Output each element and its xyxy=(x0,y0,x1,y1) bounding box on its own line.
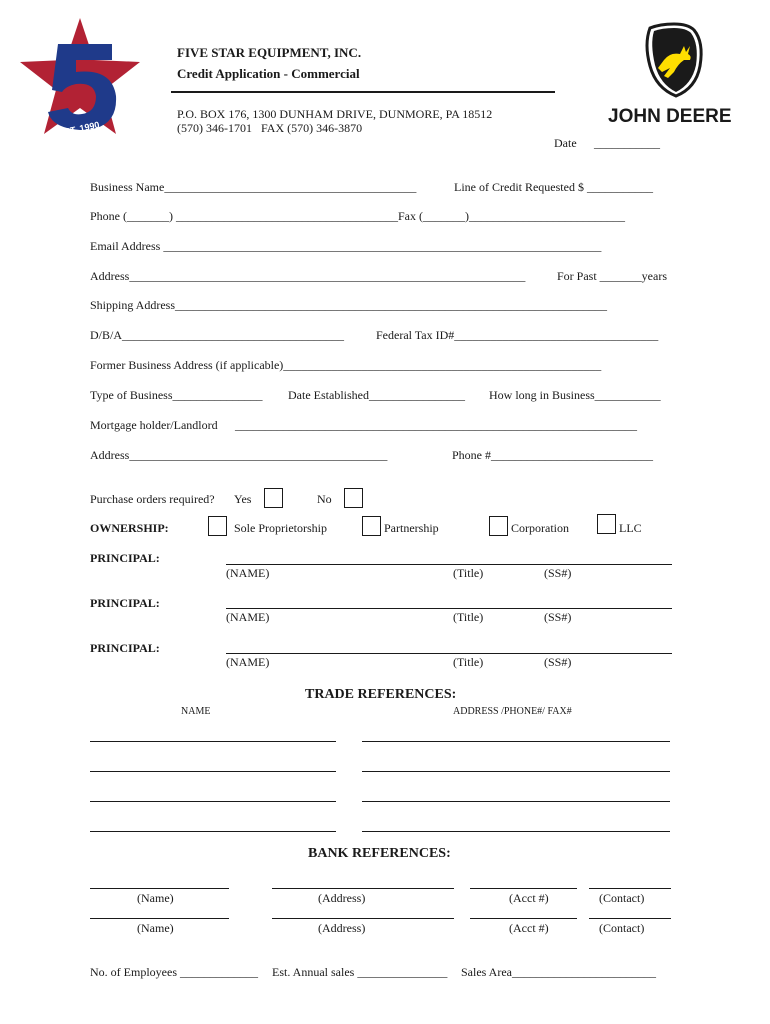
bank-address-caption-1: (Address) xyxy=(318,891,366,905)
sole-proprietorship-checkbox[interactable] xyxy=(208,516,227,536)
for-past-years-field[interactable]: For Past _______years xyxy=(557,269,667,283)
principal-title-caption-2: (Title) xyxy=(453,610,484,624)
sales-area-field[interactable]: Sales Area________________________ xyxy=(461,965,656,979)
employees-field[interactable]: No. of Employees _____________ xyxy=(90,965,258,979)
bank-references-heading-text: BANK REFERENCES: xyxy=(308,846,451,861)
form-title: Credit Application - Commercial xyxy=(177,66,360,81)
principal-name-caption-3: (NAME) xyxy=(226,655,270,669)
john-deere-logo xyxy=(604,22,754,132)
how-long-field[interactable]: How long in Business___________ xyxy=(489,388,661,402)
principal-line-3[interactable] xyxy=(226,653,672,654)
bank-contact-caption-2: (Contact) xyxy=(599,921,645,935)
principal-title-caption-1: (Title) xyxy=(453,566,484,580)
bank-name-line-2[interactable] xyxy=(90,918,229,919)
phone-fax-field[interactable]: Phone (_______) _____________________________________Fax (_______)__________________________ xyxy=(90,209,625,223)
bank-contact-line-1[interactable] xyxy=(589,888,671,889)
trade-address-line-2[interactable] xyxy=(362,771,670,772)
principal-label-2: PRINCIPAL: xyxy=(90,596,160,610)
llc-checkbox[interactable] xyxy=(597,514,616,534)
landlord-address-field[interactable]: Address___________________________________________ xyxy=(90,448,388,462)
corporation-checkbox[interactable] xyxy=(489,516,508,536)
bank-contact-caption-1: (Contact) xyxy=(599,891,645,905)
bank-address-caption-2: (Address) xyxy=(318,921,366,935)
principal-label-3: PRINCIPAL: xyxy=(90,641,160,655)
logo-est-text: EST. 1990 xyxy=(57,119,101,139)
trade-address-line-3[interactable] xyxy=(362,801,670,802)
sole-proprietorship-label: Sole Proprietorship xyxy=(234,521,327,535)
five-star-logo xyxy=(18,16,142,140)
partnership-checkbox[interactable] xyxy=(362,516,381,536)
bank-acct-line-2[interactable] xyxy=(470,918,577,919)
yes-label: Yes xyxy=(234,492,252,506)
bank-name-caption-2: (Name) xyxy=(137,921,174,935)
principal-ss-caption-3: (SS#) xyxy=(544,655,572,669)
principal-line-1[interactable] xyxy=(226,564,672,565)
shipping-address-field[interactable]: Shipping Address________________________________________________________________________ xyxy=(90,298,608,312)
business-name-field[interactable]: Business Name__________________________________________ xyxy=(90,180,417,194)
ownership-label: OWNERSHIP: xyxy=(90,521,169,535)
federal-tax-id-field[interactable]: Federal Tax ID#__________________________________ xyxy=(376,328,659,342)
trade-address-column: ADDRESS /PHONE#/ FAX# xyxy=(453,706,572,717)
principal-line-2[interactable] xyxy=(226,608,672,609)
company-address: P.O. BOX 176, 1300 DUNHAM DRIVE, DUNMORE, PA 18512 xyxy=(177,107,493,121)
principal-name-caption-1: (NAME) xyxy=(226,566,270,580)
email-field[interactable]: Email Address _________________________________________________________________________ xyxy=(90,239,602,253)
former-address-field[interactable]: Former Business Address (if applicable)_____________________________________________________ xyxy=(90,358,602,372)
date-label: Date xyxy=(554,136,577,150)
no-label: No xyxy=(317,492,332,506)
bank-address-line-1[interactable] xyxy=(272,888,454,889)
bank-acct-caption-2: (Acct #) xyxy=(509,921,549,935)
landlord-phone-field[interactable]: Phone #___________________________ xyxy=(452,448,653,462)
mortgage-label: Mortgage holder/Landlord xyxy=(90,418,218,432)
mortgage-field[interactable]: ___________________________________________________________________ xyxy=(235,418,637,432)
purchase-orders-label: Purchase orders required? xyxy=(90,492,215,506)
partnership-label: Partnership xyxy=(384,521,439,535)
address-field[interactable]: Address__________________________________________________________________ xyxy=(90,269,526,283)
bank-address-line-2[interactable] xyxy=(272,918,454,919)
principal-ss-caption-1: (SS#) xyxy=(544,566,572,580)
date-field[interactable]: ___________ xyxy=(594,136,660,150)
principal-ss-caption-2: (SS#) xyxy=(544,610,572,624)
bank-acct-caption-1: (Acct #) xyxy=(509,891,549,905)
annual-sales-field[interactable]: Est. Annual sales _______________ xyxy=(272,965,448,979)
no-checkbox[interactable] xyxy=(344,488,363,508)
corporation-label: Corporation xyxy=(511,521,569,535)
principal-title-caption-3: (Title) xyxy=(453,655,484,669)
trade-name-column: NAME xyxy=(181,706,211,717)
line-of-credit-field[interactable]: Line of Credit Requested $ ___________ xyxy=(454,180,653,194)
trade-name-line-2[interactable] xyxy=(90,771,336,772)
bank-name-line-1[interactable] xyxy=(90,888,229,889)
type-of-business-field[interactable]: Type of Business_______________ xyxy=(90,388,263,402)
bank-references-heading xyxy=(308,846,451,862)
company-name: FIVE STAR EQUIPMENT, INC. xyxy=(177,45,362,60)
trade-address-line-4[interactable] xyxy=(362,831,670,832)
principal-name-caption-2: (NAME) xyxy=(226,610,270,624)
trade-name-line-3[interactable] xyxy=(90,801,336,802)
trade-references-heading: TRADE REFERENCES: xyxy=(305,687,457,702)
llc-label: LLC xyxy=(619,521,642,535)
trade-name-line-1[interactable] xyxy=(90,741,336,742)
bank-acct-line-1[interactable] xyxy=(470,888,577,889)
trade-address-line-1[interactable] xyxy=(362,741,670,742)
bank-name-caption-1: (Name) xyxy=(137,891,174,905)
brand-text: JOHN DEERE xyxy=(608,106,732,127)
yes-checkbox[interactable] xyxy=(264,488,283,508)
date-established-field[interactable]: Date Established________________ xyxy=(288,388,465,402)
trade-name-line-4[interactable] xyxy=(90,831,336,832)
bank-contact-line-2[interactable] xyxy=(589,918,671,919)
principal-label-1: PRINCIPAL: xyxy=(90,551,160,565)
dba-field[interactable]: D/B/A_____________________________________ xyxy=(90,328,345,342)
header-rule xyxy=(171,91,555,93)
company-phone-fax: (570) 346-1701 FAX (570) 346-3870 xyxy=(177,121,363,135)
